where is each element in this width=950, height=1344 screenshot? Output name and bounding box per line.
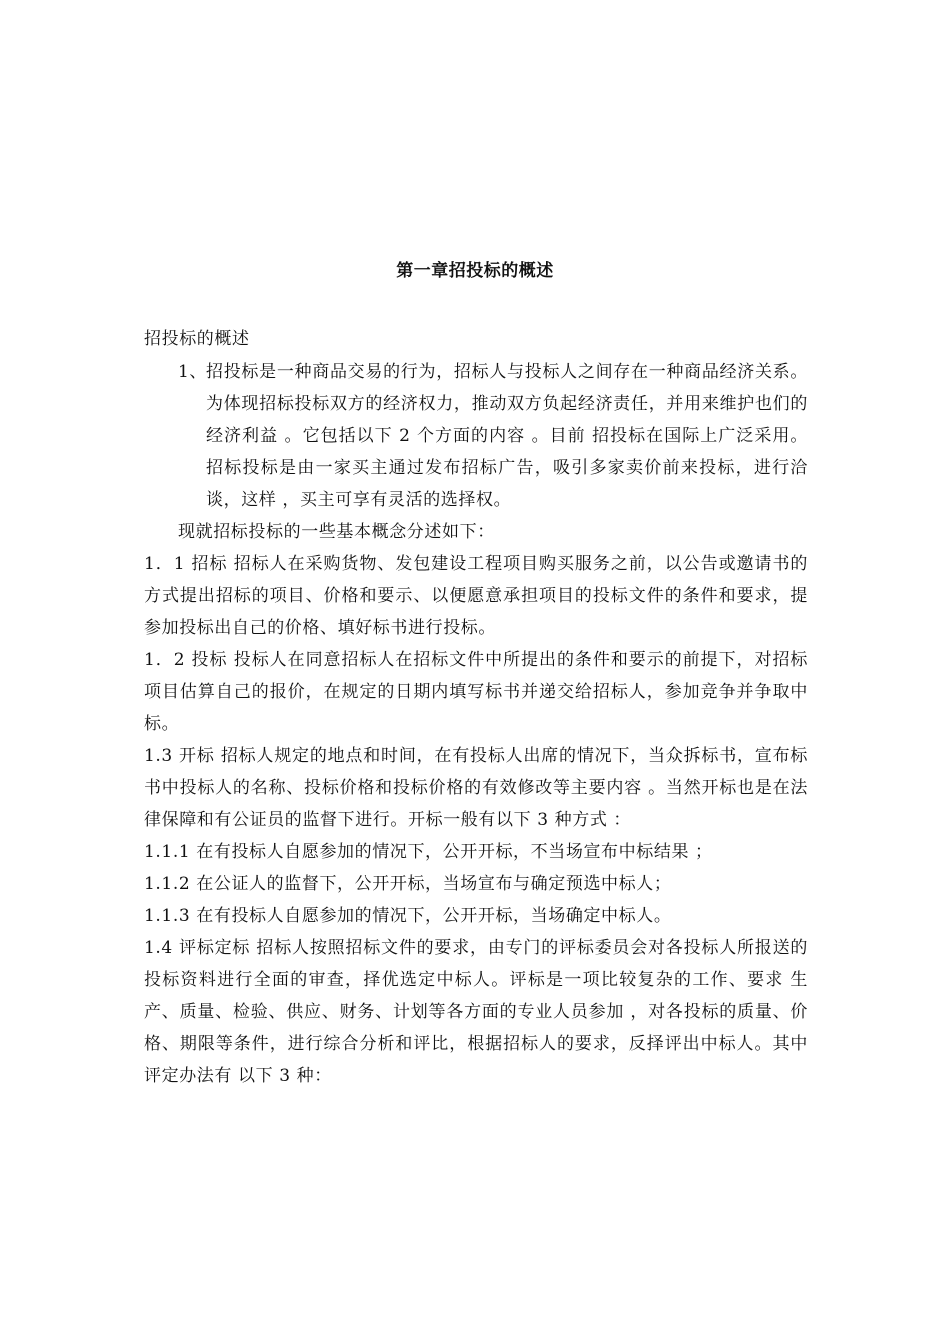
- paragraph-1-3-bid-opening: 1.3 开标 招标人规定的地点和时间，在有投标人出席的情况下，当众拆标书，宣布标书中投标人的名称、投标价格和投标价格的有效修改等主要内容 。当然开标也是在法律保障和有公证员的监督下进行。开标一般有以下 3 种方式 ：: [144, 746, 808, 830]
- section-heading: 招投标的概述: [144, 329, 250, 349]
- paragraph-1-1-bidding: 1．1 招标 招标人在采购货物、发包建设工程项目购买服务之前，以公告或邀请书的方式提出招标的项目、价格和要示、以便愿意承担项目的投标文件的条件和要求，提参加投标出自己的价格、填好标书进行投标。: [144, 554, 808, 638]
- item-text: 招投标是一种商品交易的行为，招标人与投标人之间存在一种商品经济关系。为体现招标投标双方的经济权力，推动双方负起经济责任，并用来维护也们的经济利益 。它包括以下 2 个方面的内容 。目前 招投标在国际上广泛采用。招标投标是由一家买主通过发布招标广告，吸引多家卖价前来投标，进行洽谈，这样 ，买主可享有灵活的选择权。: [206, 362, 808, 510]
- numbered-item-1: [144, 356, 808, 516]
- list-item-1-1-3: 1.1.3 在有投标人自愿参加的情况下，公开开标，当场确定中标人。: [144, 906, 672, 926]
- chapter-title: 第一章招投标的概述: [396, 261, 554, 281]
- document-body: [144, 323, 808, 1092]
- paragraph-1-2-tender: 1．2 投标 投标人在同意招标人在招标文件中所提出的条件和要示的前提下，对招标项目估算自己的报价，在规定的日期内填写标书并递交给招标人，参加竞争并争取中标。: [144, 650, 808, 734]
- item-number: 1、: [178, 362, 208, 382]
- list-item-1-1-1: 1.1.1 在有投标人自愿参加的情况下，公开开标，不当场宣布中标结果 ；: [144, 842, 713, 862]
- intro-line: 现就招标投标的一些基本概念分述如下：: [178, 522, 495, 542]
- paragraph-1-4-evaluation: 1.4 评标定标 招标人按照招标文件的要求，由专门的评标委员会对各投标人所报送的投标资料进行全面的审查，择优选定中标人。评标是一项比较复杂的工作、要求 生产、质量、检验、供应、财务、计划等各方面的专业人员参加 ，对各投标的质量、价格、期限等条件，进行综合分析和评比，根据招标人的要求，反择评出中标人。其中评定办法有 以下 3 种：: [144, 938, 808, 1086]
- list-item-1-1-2: 1.1.2 在公证人的监督下，公开开标，当场宣布与确定预选中标人；: [144, 874, 672, 894]
